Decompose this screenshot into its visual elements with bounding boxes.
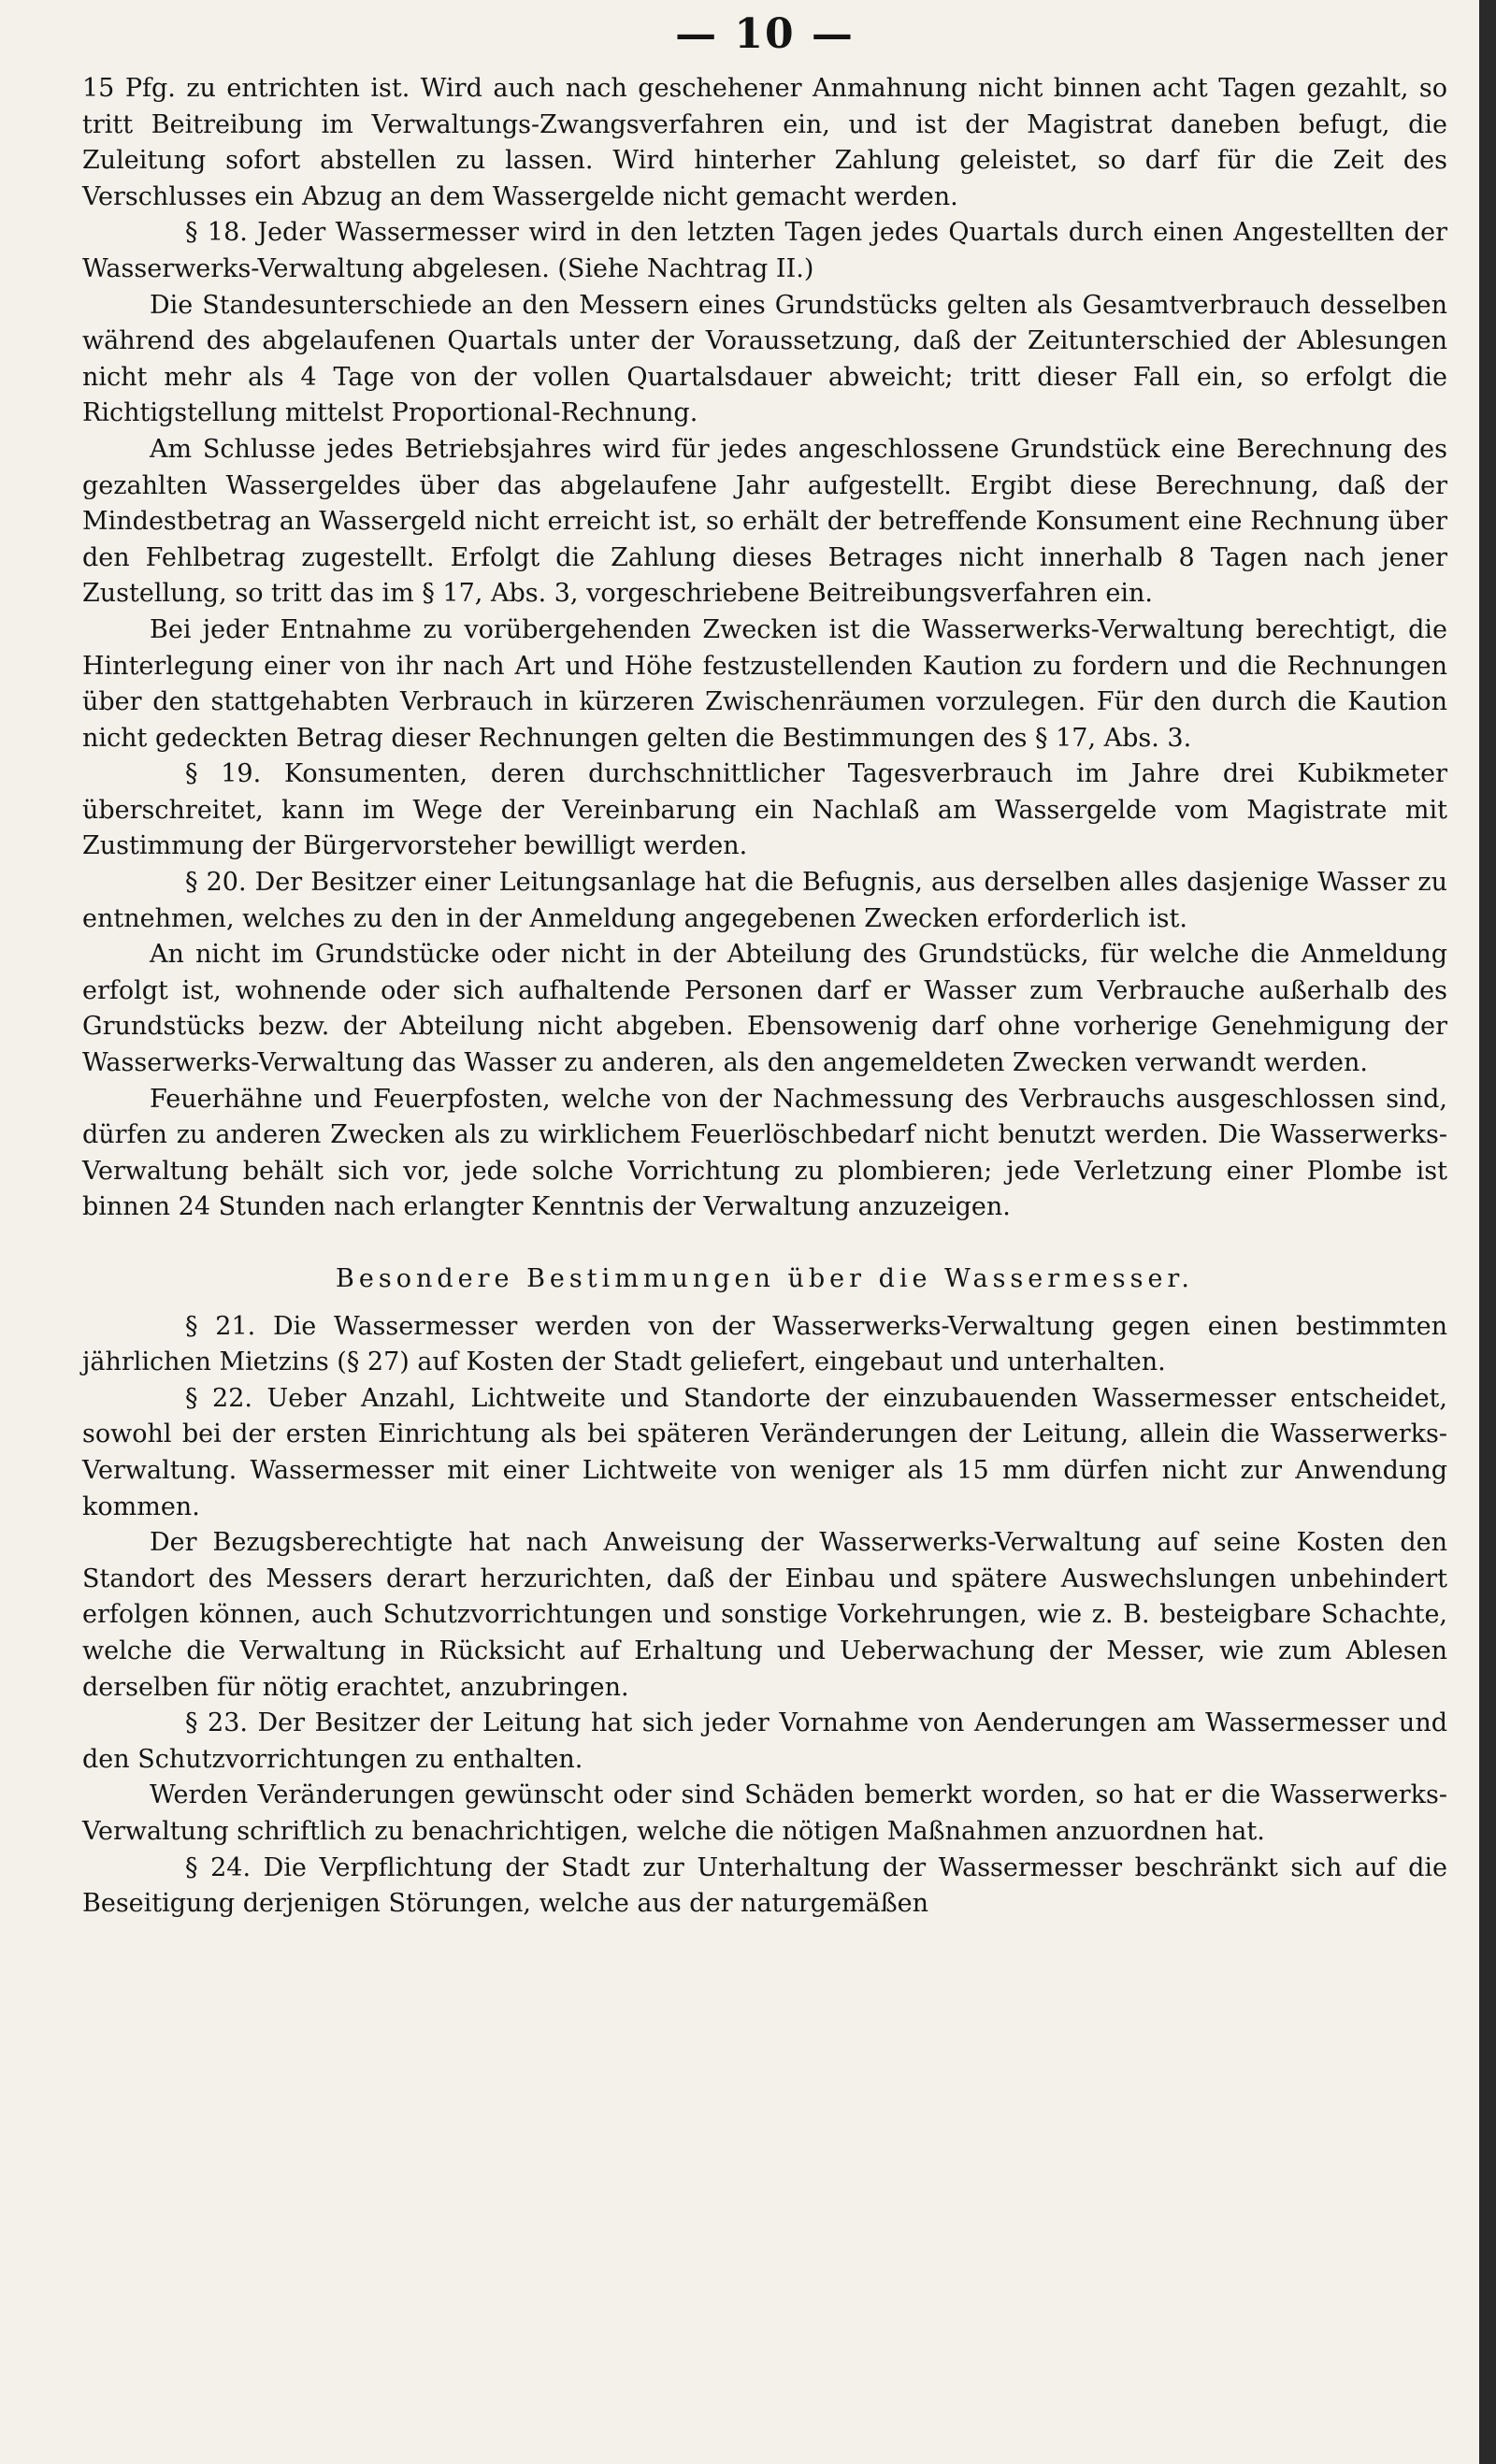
paragraph: Die Standesunterschiede an den Messern eines Grundstücks gelten als Gesamtverbrauch desselben während des abgelaufenen Quartals unter der Voraussetzung, daß der Zeitunterschied der Ablesungen nicht mehr als 4 Tage von der vollen Quartalsdauer abweicht; tritt dieser Fall ein, so erfolgt die Richtigstellung mittelst Proportional-Rechnung. (82, 290, 1447, 428)
paragraph-section-24: § 24. Die Verpflichtung der Stadt zur Unterhaltung der Wassermesser beschränkt sich auf die Beseitigung derjenigen Störungen, welche aus der naturgemäßen (82, 1852, 1447, 1919)
paragraph-section-22: § 22. Ueber Anzahl, Lichtweite und Standorte der einzubauenden Wassermesser entscheidet, sowohl bei der ersten Einrichtung als bei späteren Veränderungen der Leitung, allein die Wasserwerks-Verwaltung. Wassermesser mit einer Lichtweite von weniger als 15 mm dürfen nicht zur Anwendung kommen. (82, 1383, 1447, 1521)
paragraph-section-23: § 23. Der Besitzer der Leitung hat sich jeder Vornahme von Aenderungen am Wassermesser und den Schutzvorrichtungen zu enthalten. (82, 1708, 1447, 1774)
paragraph: Am Schlusse jedes Betriebsjahres wird für jedes angeschlossene Grundstück eine Berechnung des gezahlten Wassergeldes über das abgelaufene Jahr aufgestellt. Ergibt diese Berechnung, daß der Mindestbetrag an Wassergeld nicht erreicht ist, so erhält der betreffende Konsument eine Rechnung über den Fehlbetrag zugestellt. Erfolgt die Zahlung dieses Betrages nicht innerhalb 8 Tagen nach jener Zustellung, so tritt das im § 17, Abs. 3, vorgeschriebene Beitreibungsverfahren ein. (82, 434, 1447, 609)
paragraph-section-19: § 19. Konsumenten, deren durchschnittlicher Tagesverbrauch im Jahre drei Kubikmeter überschreitet, kann im Wege der Vereinbarung ein Nachlaß am Wassergelde vom Magistrate mit Zustimmung der Bürgervorsteher bewilligt werden. (82, 759, 1447, 861)
paragraph: 15 Pfg. zu entrichten ist. Wird auch nach geschehener Anmahnung nicht binnen acht Tagen gezahlt, so tritt Beitreibung im Verwaltungs-Zwangsverfahren ein, und ist der Magistrat daneben befugt, die Zuleitung sofort abstellen zu lassen. Wird hinterher Zahlung geleistet, so darf für die Zeit des Verschlusses ein Abzug an dem Wassergelde nicht gemacht werden. (82, 74, 1447, 211)
paragraph: Bei jeder Entnahme zu vorübergehenden Zwecken ist die Wasserwerks-Verwaltung berechtigt, die Hinterlegung einer von ihr nach Art und Höhe festzustellenden Kaution zu fordern und die Rechnungen über den stattgehabten Verbrauch in kürzeren Zwischenräumen vorzulegen. Für den durch die Kaution nicht gedeckten Betrag dieser Rechnungen gelten die Bestimmungen des § 17, Abs. 3. (82, 614, 1447, 753)
paragraph: Feuerhähne und Feuerpfosten, welche von der Nachmessung des Verbrauchs ausgeschlossen sind, dürfen zu anderen Zwecken als zu wirklichem Feuerlöschbedarf nicht benutzt werden. Die Wasserwerks-Verwaltung behält sich vor, jede solche Vorrichtung zu plombieren; jede Verletzung einer Plombe ist binnen 24 Stunden nach erlangter Kenntnis der Verwaltung anzuzeigen. (82, 1084, 1447, 1222)
paragraph-section-20: § 20. Der Besitzer einer Leitungsanlage hat die Befugnis, aus derselben alles dasjenige Wasser zu entnehmen, welches zu den in der Anmeldung angegebenen Zwecken erforderlich ist. (82, 868, 1447, 933)
page-number: — 10 — (675, 10, 855, 58)
body-text (82, 71, 1447, 1923)
page-edge-shadow (1479, 0, 1496, 2464)
paragraph-section-18: § 18. Jeder Wassermesser wird in den letzten Tagen jedes Quartals durch einen Angestellten der Wasserwerks-Verwaltung abgelesen. (Siehe Nachtrag II.) (82, 218, 1447, 283)
paragraph: An nicht im Grundstücke oder nicht in der Abteilung des Grundstücks, für welche die Anmeldung erfolgt ist, wohnende oder sich aufhaltende Personen darf er Wasser zum Verbrauche außerhalb des Grundstücks bezw. der Abteilung nicht abgeben. Ebensowenig darf ohne vorherige Genehmigung der Wasserwerks-Verwaltung das Wasser zu anderen, als den angemeldeten Zwecken verwandt werden. (82, 940, 1447, 1078)
paragraph: Der Bezugsberechtigte hat nach Anweisung der Wasserwerks-Verwaltung auf seine Kosten den Standort des Messers derart herzurichten, daß der Einbau und spätere Auswechslungen unbehindert erfolgen können, auch Schutzvorrichtungen und sonstige Vorkehrungen, wie z. B. besteigbare Schachte, welche die Verwaltung in Rücksicht auf Erhaltung und Ueberwachung der Messer, wie zum Ablesen derselben für nötig erachtet, anzubringen. (82, 1528, 1447, 1702)
section-heading: Besondere Bestimmungen über die Wassermesser. (336, 1264, 1194, 1293)
paragraph-section-21: § 21. Die Wassermesser werden von der Wasserwerks-Verwaltung gegen einen bestimmten jährlichen Mietzins (§ 27) auf Kosten der Stadt geliefert, eingebaut und unterhalten. (82, 1311, 1447, 1377)
paragraph: Werden Veränderungen gewünscht oder sind Schäden bemerkt worden, so hat er die Wasserwerks-Verwaltung schriftlich zu benachrichtigen, welche die nötigen Maßnahmen anzuordnen hat. (82, 1780, 1447, 1846)
